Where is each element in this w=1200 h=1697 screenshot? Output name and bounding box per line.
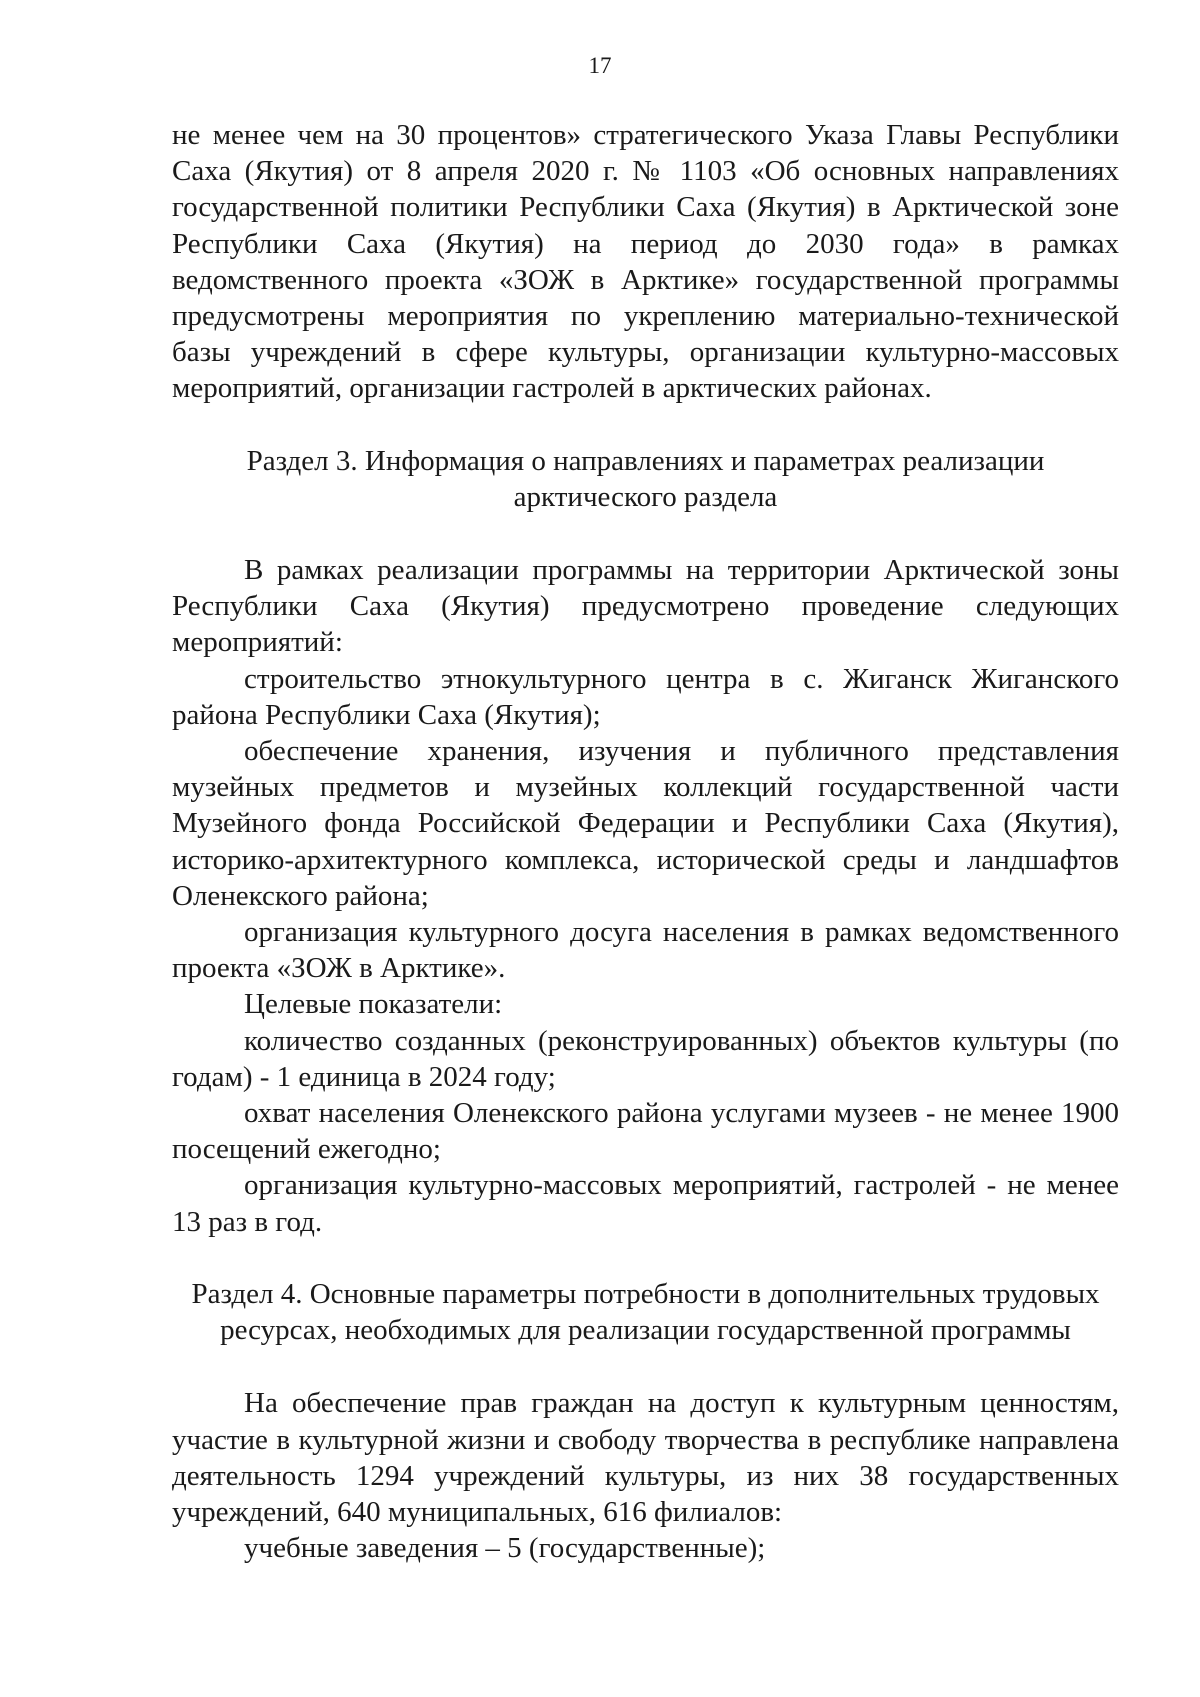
page-number: 17 <box>588 53 612 78</box>
paragraph-intro: не менее чем на 30 процентов» стратегического Указа Главы Республики Саха (Якутия) от 8 апреля 2020 г. № 1103 «Об основных направлениях государственной политики Республики Саха (Якутия) в Арктической зоне Республики Саха (Якутия) на период до 2030 года» в рамках ведомственного проекта «ЗОЖ в Арктике» государственной программы предусмотрены мероприятия по укреплению материально-технической базы учреждений в сфере культуры, организации культурно-массовых мероприятий, организации гастролей в арктических районах. <box>172 119 1119 405</box>
section-3-paragraph: В рамках реализации программы на территории Арктической зоны Республики Саха (Якутия) предусмотрено проведение следующих мероприятий: <box>172 554 1119 659</box>
section-4-heading <box>172 1276 1119 1348</box>
section-3-paragraph: обеспечение хранения, изучения и публичного представления музейных предметов и музейных коллекций государственной части Музейного фонда Российской Федерации и Республики Саха (Якутия), историко-архитектурного комплекса, исторической среды и ландшафтов Оленекского района; <box>172 735 1119 912</box>
section-3-paragraph: количество созданных (реконструированных) объектов культуры (по годам) - 1 единица в 2024 году; <box>172 1024 1119 1093</box>
section-3-paragraph: строительство этнокультурного центра в с. Жиганск Жиганского района Республики Саха (Якутия); <box>172 662 1119 731</box>
section-4-paragraph: На обеспечение прав граждан на доступ к культурным ценностям, участие в культурной жизни и свободу творчества в республике направлена деятельность 1294 учреждений культуры, из них 38 государственных учреждений, 640 муниципальных, 616 филиалов: <box>172 1387 1119 1528</box>
section-3-paragraph: организация культурного досуга населения в рамках ведомственного проекта «ЗОЖ в Арктике». <box>172 916 1119 985</box>
section-4-heading-line-2: ресурсах, необходимых для реализации государственной программы <box>220 1314 1071 1347</box>
document-body <box>172 117 1119 1566</box>
section-3-paragraph: охват населения Оленекского района услугами музеев - не менее 1900 посещений ежегодно; <box>172 1097 1119 1166</box>
section-3-heading-line-1: Раздел 3. Информация о направлениях и параметрах реализации <box>246 444 1045 477</box>
section-3-heading <box>172 443 1119 515</box>
section-3-paragraph: организация культурно-массовых мероприятий, гастролей - не менее 13 раз в год. <box>172 1169 1119 1238</box>
section-4-paragraph: учебные заведения – 5 (государственные); <box>244 1532 766 1565</box>
section-4-heading-line-1: Раздел 4. Основные параметры потребности в дополнительных трудовых <box>191 1277 1100 1310</box>
section-3-paragraph: Целевые показатели: <box>244 988 503 1021</box>
section-3-heading-line-2: арктического раздела <box>513 480 778 513</box>
